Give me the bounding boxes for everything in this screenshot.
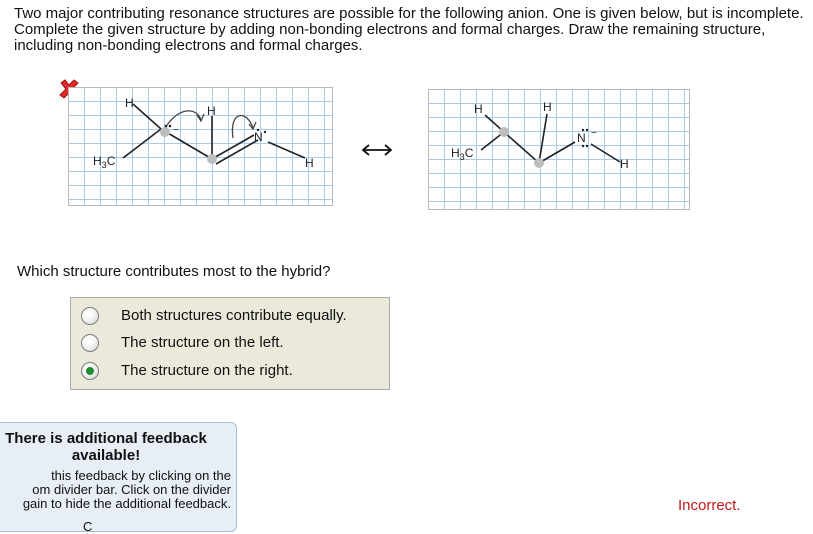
choice-label: Both structures contribute equally. — [121, 307, 347, 324]
feedback-title: There is additional feedback available! — [5, 430, 207, 464]
bond-ch3-c1 — [123, 129, 161, 158]
atom-h-middle: H — [543, 100, 552, 114]
carbon-node-1[interactable] — [499, 127, 509, 137]
carbon-node-2[interactable] — [207, 154, 217, 164]
bond-c1-c2 — [504, 132, 539, 163]
choice-left-structure[interactable] — [71, 331, 389, 357]
radio-button[interactable] — [81, 307, 99, 325]
feedback-body: this feedback by clicking on the om divider bar. Click on the divider gain to hide the additional feedback. — [22, 468, 231, 511]
bond-c2-n — [539, 142, 575, 163]
bond-c1-h — [133, 104, 161, 129]
choice-label: The structure on the right. — [121, 362, 293, 379]
formal-charge: − — [173, 125, 179, 136]
atom-h-right: H — [305, 156, 314, 170]
radio-button[interactable] — [81, 334, 99, 352]
question-text: Two major contributing resonance structures are possible for the following anion. One is given below, but is incomplete. Complete the given structure by adding non-bonding electrons and formal charges. Draw the remaining structure, including non-bonding electrons and formal charges. — [14, 5, 804, 54]
left-structure-canvas[interactable] — [68, 87, 333, 206]
choice-both-equal[interactable] — [71, 304, 389, 330]
bond-c2-h — [539, 114, 547, 163]
additional-feedback-panel[interactable] — [0, 422, 237, 532]
choice-right-structure[interactable] — [71, 359, 389, 385]
left-structure-drawing — [69, 88, 334, 207]
atom-nitrogen: N — [254, 130, 263, 144]
result-status: Incorrect. — [678, 497, 741, 514]
radio-button-selected[interactable] — [81, 362, 99, 380]
atom-h3c: $H_3C$ — [451, 146, 474, 162]
atom-nitrogen: N — [577, 131, 586, 145]
curved-arrow-1 — [167, 111, 201, 125]
carbon-node-1[interactable] — [160, 127, 170, 137]
carbon-node-2[interactable] — [534, 158, 544, 168]
right-structure-drawing — [429, 90, 691, 211]
feedback-cut-text: C — [83, 519, 93, 534]
atom-h3c: $H_3C$ — [93, 154, 116, 170]
double-headed-arrow-icon — [360, 140, 394, 160]
curved-arrow-2 — [232, 116, 253, 138]
atom-h-middle: H — [207, 104, 216, 118]
bond-c2-n-double — [216, 140, 258, 164]
atom-h-top: H — [125, 96, 134, 110]
answer-choices — [70, 297, 390, 390]
atom-h-right: H — [620, 157, 629, 171]
bond-n-h — [268, 142, 305, 158]
bond-n-h — [591, 144, 620, 162]
right-structure-canvas[interactable] — [428, 89, 690, 210]
formal-charge: − — [591, 128, 597, 139]
bond-c2-n — [212, 135, 254, 159]
question-prompt: Which structure contributes most to the hybrid? — [17, 263, 331, 280]
choice-label: The structure on the left. — [121, 334, 284, 351]
atom-h-top: H — [474, 102, 483, 116]
